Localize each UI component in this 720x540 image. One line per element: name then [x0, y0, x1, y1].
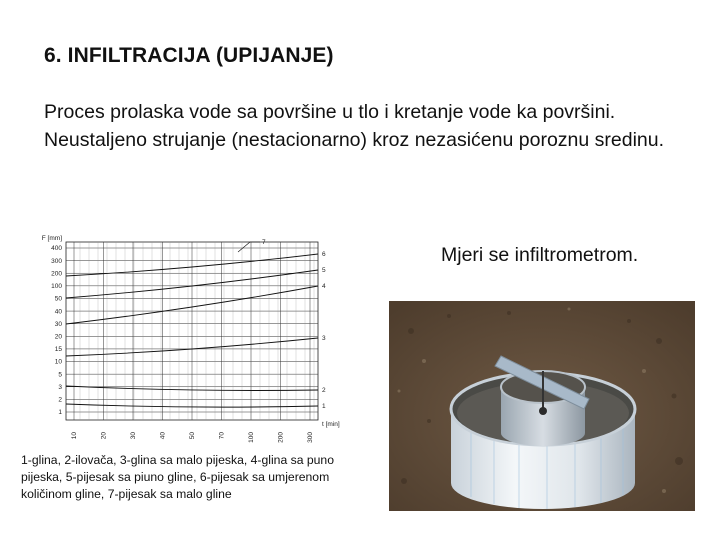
definition-paragraph: Proces prolaska vode sa površine u tlo i kretanje vode ka površini. [44, 101, 616, 123]
x-tick-label: 100 [248, 432, 255, 443]
infiltration-graph [28, 228, 362, 443]
curve-label: 5 [322, 267, 326, 274]
x-tick-label: 30 [130, 432, 137, 440]
y-tick-label: 2 [58, 396, 62, 404]
y-tick-label: 40 [54, 308, 62, 316]
measurement-note: Mjeri se infiltrometrom. [441, 244, 639, 266]
curve-label: 1 [322, 403, 326, 410]
y-tick-label: 3 [58, 383, 62, 391]
slide-title: 6. INFILTRACIJA (UPIJANJE) [44, 44, 334, 67]
flow-paragraph: Neustaljeno strujanje (nestacionarno) kroz nezasićenu poroznu sredinu. [44, 129, 665, 151]
y-tick-label: 30 [54, 320, 62, 328]
curve-label: 2 [322, 387, 326, 394]
x-tick-label: 40 [159, 432, 167, 440]
y-axis-label: F [mm] [41, 235, 62, 242]
curve-label: 3 [322, 335, 326, 342]
y-tick-label: 5 [58, 371, 62, 379]
infiltrometer-photo [389, 301, 695, 511]
y-tick-label: 400 [51, 245, 62, 253]
y-tick-label: 200 [51, 270, 62, 278]
x-tick-label: 50 [189, 432, 196, 440]
curve-label: 4 [322, 283, 326, 290]
curve-label: 7 [262, 239, 266, 246]
y-tick-label: 15 [54, 346, 62, 354]
slide-body [44, 98, 694, 154]
y-tick-label: 20 [54, 333, 62, 341]
y-tick-label: 300 [51, 257, 62, 265]
x-tick-label: 70 [218, 432, 226, 440]
x-tick-label: 10 [71, 432, 78, 440]
x-tick-label: 200 [277, 432, 285, 443]
y-tick-label: 50 [54, 295, 62, 303]
x-tick-label: 20 [100, 432, 108, 440]
x-tick-label: 300 [307, 432, 314, 443]
x-axis-label: t [min] [322, 421, 340, 428]
graph-caption: 1-glina, 2-ilovača, 3-glina sa malo pijeska, 4-glina sa puno pijeska, 5-pijesak sa piuno gline, 6-pijesak sa umjerenom količinom gline, 7-pijesak sa malo gline [21, 453, 334, 501]
y-tick-label: 100 [51, 283, 62, 291]
y-tick-label: 1 [58, 409, 62, 417]
y-tick-label: 10 [54, 358, 62, 366]
curve-label: 6 [322, 251, 326, 258]
